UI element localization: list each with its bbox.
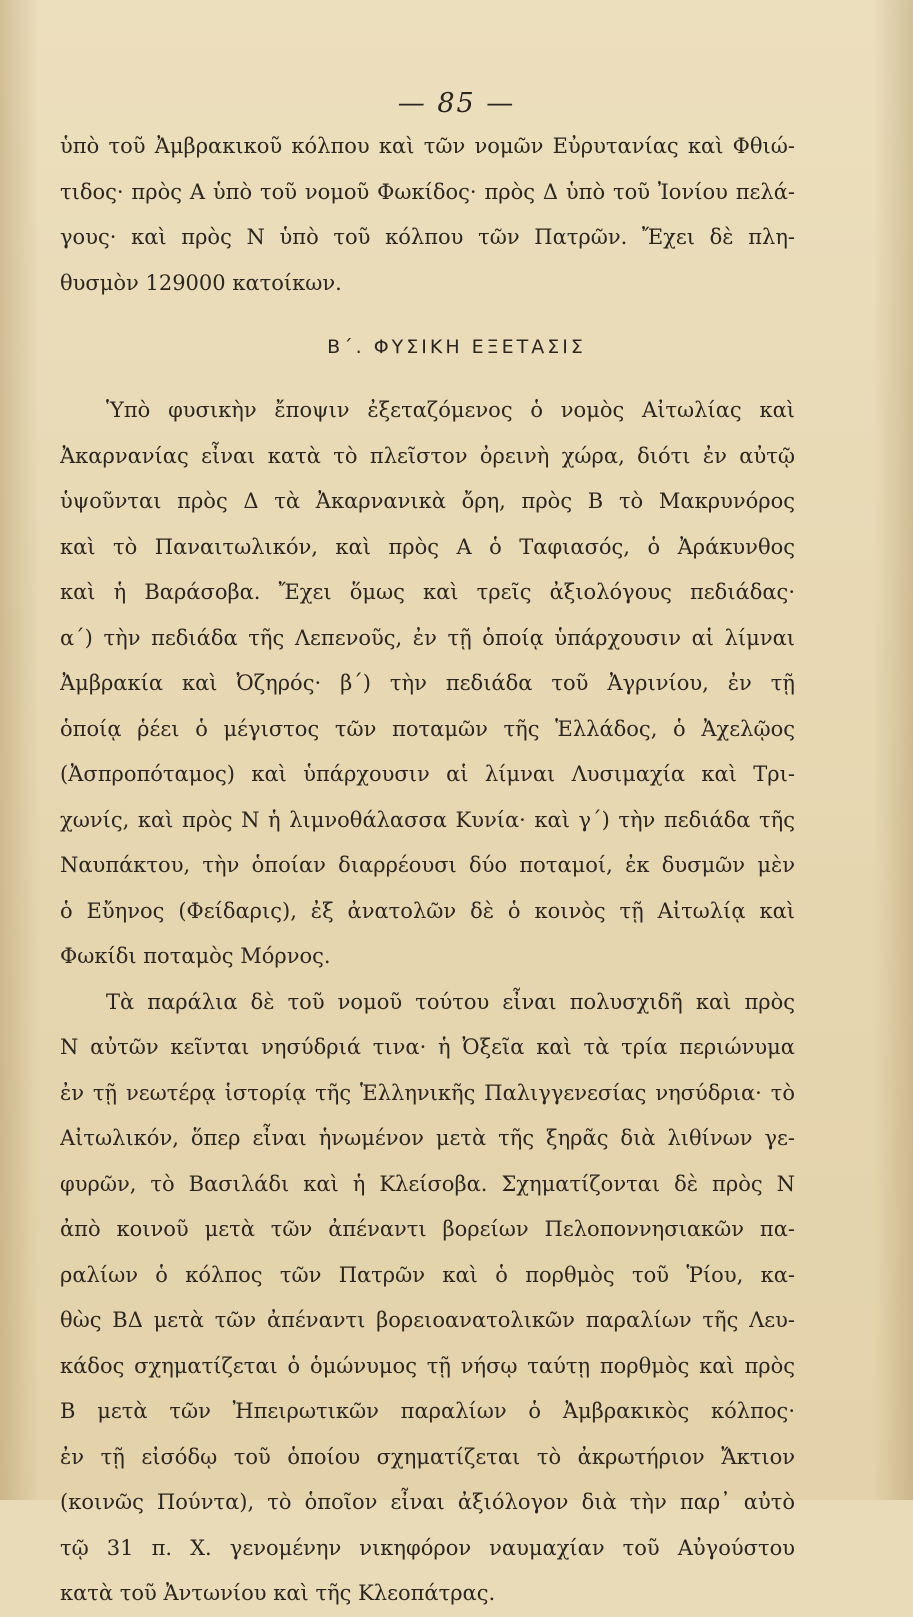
page-number: — 85 — bbox=[397, 88, 516, 119]
text-line: Ἀμβρακία καὶ Ὀζηρός· β΄) τὴν πεδιάδα τοῦ Ἀγρινίου, ἐν τῇ bbox=[60, 671, 795, 695]
text-line: (κοινῶς Πούντα), τὸ ὁποῖον εἶναι ἀξιόλογον διὰ τὴν παρ᾽ αὐτὸ bbox=[60, 1490, 795, 1514]
section-heading: Β΄. ΦΥΣΙΚΗ ΕΞΕΤΑΣΙΣ bbox=[327, 336, 586, 358]
text-line: Ναυπάκτου, τὴν ὁποίαν διαρρέουσι δύο ποταμοί, ἐκ δυσμῶν μὲν bbox=[60, 853, 795, 877]
text-line: φυρῶν, τὸ Βασιλάδι καὶ ἡ Κλείσοβα. Σχηματίζονται δὲ πρὸς Ν bbox=[60, 1171, 795, 1196]
text-line: γους· καὶ πρὸς Ν ὑπὸ τοῦ κόλπου τῶν Πατρῶν. Ἔχει δὲ πλη- bbox=[60, 225, 795, 249]
text-line: καὶ τὸ Παναιτωλικόν, καὶ πρὸς Α ὁ Ταφιασός, ὁ Ἀράκυνθος bbox=[60, 534, 795, 559]
text-line: ἐν τῇ νεωτέρᾳ ἱστορίᾳ τῆς Ἑλληνικῆς Παλιγγενεσίας νησύδρια· τὸ bbox=[60, 1080, 795, 1105]
text-line: Β μετὰ τῶν Ἠπειρωτικῶν παραλίων ὁ Ἀμβρακικὸς κόλπος· bbox=[60, 1399, 795, 1423]
page-shadow-right bbox=[873, 0, 913, 1500]
text-line: θὼς ΒΔ μετὰ τῶν ἀπέναντι βορειοανατολικῶν παραλίων τῆς Λευ- bbox=[60, 1308, 795, 1332]
intro-paragraph bbox=[60, 124, 795, 306]
text-line: κάδος σχηματίζεται ὁ ὁμώνυμος τῇ νήσῳ ταύτῃ πορθμὸς καὶ πρὸς bbox=[60, 1353, 795, 1378]
text-line: Ὑπὸ φυσικὴν ἔποψιν ἐξεταζόμενος ὁ νομὸς Αἰτωλίας καὶ bbox=[106, 398, 795, 422]
text-line: ραλίων ὁ κόλπος τῶν Πατρῶν καὶ ὁ πορθμὸς τοῦ Ῥίου, κα- bbox=[60, 1262, 795, 1287]
text-line: ἀπὸ κοινοῦ μετὰ τῶν ἀπέναντι βορείων Πελοποννησιακῶν πα- bbox=[60, 1217, 795, 1241]
text-line: Ν αὐτῶν κεῖνται νησύδριά τινα· ἡ Ὀξεῖα καὶ τὰ τρία περιώνυμα bbox=[60, 1035, 795, 1059]
text-line: Φωκίδι ποταμὸς Μόρνος. bbox=[60, 944, 331, 968]
text-line: Τὰ παράλια δὲ τοῦ νομοῦ τούτου εἶναι πολυσχιδῆ καὶ πρὸς bbox=[106, 989, 795, 1014]
text-line: ὁ Εὔηνος (Φείδαρις), ἐξ ἀνατολῶν δὲ ὁ κοινὸς τῇ Αἰτωλίᾳ καὶ bbox=[60, 898, 795, 923]
text-line: χωνίς, καὶ πρὸς Ν ἡ λιμνοθάλασσα Κυνία· καὶ γ΄) τὴν πεδιάδα τῆς bbox=[60, 807, 795, 832]
text-line: τιδος· πρὸς Α ὑπὸ τοῦ νομοῦ Φωκίδος· πρὸς Δ ὑπὸ τοῦ Ἰονίου πελά- bbox=[60, 179, 795, 204]
text-line: ἐν τῇ εἰσόδῳ τοῦ ὁποίου σχηματίζεται τὸ ἀκρωτήριον Ἄκτιον bbox=[60, 1444, 795, 1469]
text-line: (Ἀσπροπόταμος) καὶ ὑπάρχουσιν αἱ λίμναι Λυσιμαχία καὶ Τρι- bbox=[60, 762, 795, 786]
text-line: κατὰ τοῦ Ἀντωνίου καὶ τῆς Κλεοπάτρας. bbox=[60, 1581, 496, 1605]
page-shadow-left bbox=[0, 0, 40, 1500]
text-line: Ἀκαρνανίας εἶναι κατὰ τὸ πλεῖστον ὀρεινὴ χώρα, διότι ἐν αὐτῷ bbox=[60, 443, 795, 468]
text-line: θυσμὸν 129000 κατοίκων. bbox=[60, 270, 342, 295]
text-line: καὶ ἡ Βαράσοβα. Ἔχει ὅμως καὶ τρεῖς ἀξιολόγους πεδιάδας· bbox=[60, 580, 795, 604]
text-line: α΄) τὴν πεδιάδα τῆς Λεπενοῦς, ἐν τῇ ὁποίᾳ ὑπάρχουσιν αἱ λίμναι bbox=[60, 625, 795, 650]
text-line: τῷ 31 π. Χ. γενομένην νικηφόρον ναυμαχίαν τοῦ Αὐγούστου bbox=[60, 1535, 795, 1560]
body-text bbox=[60, 388, 795, 1617]
text-line: ὁποίᾳ ῥέει ὁ μέγιστος τῶν ποταμῶν τῆς Ἑλλάδος, ὁ Ἀχελῷος bbox=[60, 716, 795, 741]
text-line: ὑψοῦνται πρὸς Δ τὰ Ἀκαρνανικὰ ὄρη, πρὸς Β τὸ Μακρυνόρος bbox=[60, 489, 795, 513]
text-line: ὑπὸ τοῦ Ἀμβρακικοῦ κόλπου καὶ τῶν νομῶν Εὐρυτανίας καὶ Φθιώ- bbox=[60, 134, 795, 158]
text-line: Αἰτωλικόν, ὅπερ εἶναι ἡνωμένον μετὰ τῆς ξηρᾶς διὰ λιθίνων γε- bbox=[60, 1126, 795, 1150]
